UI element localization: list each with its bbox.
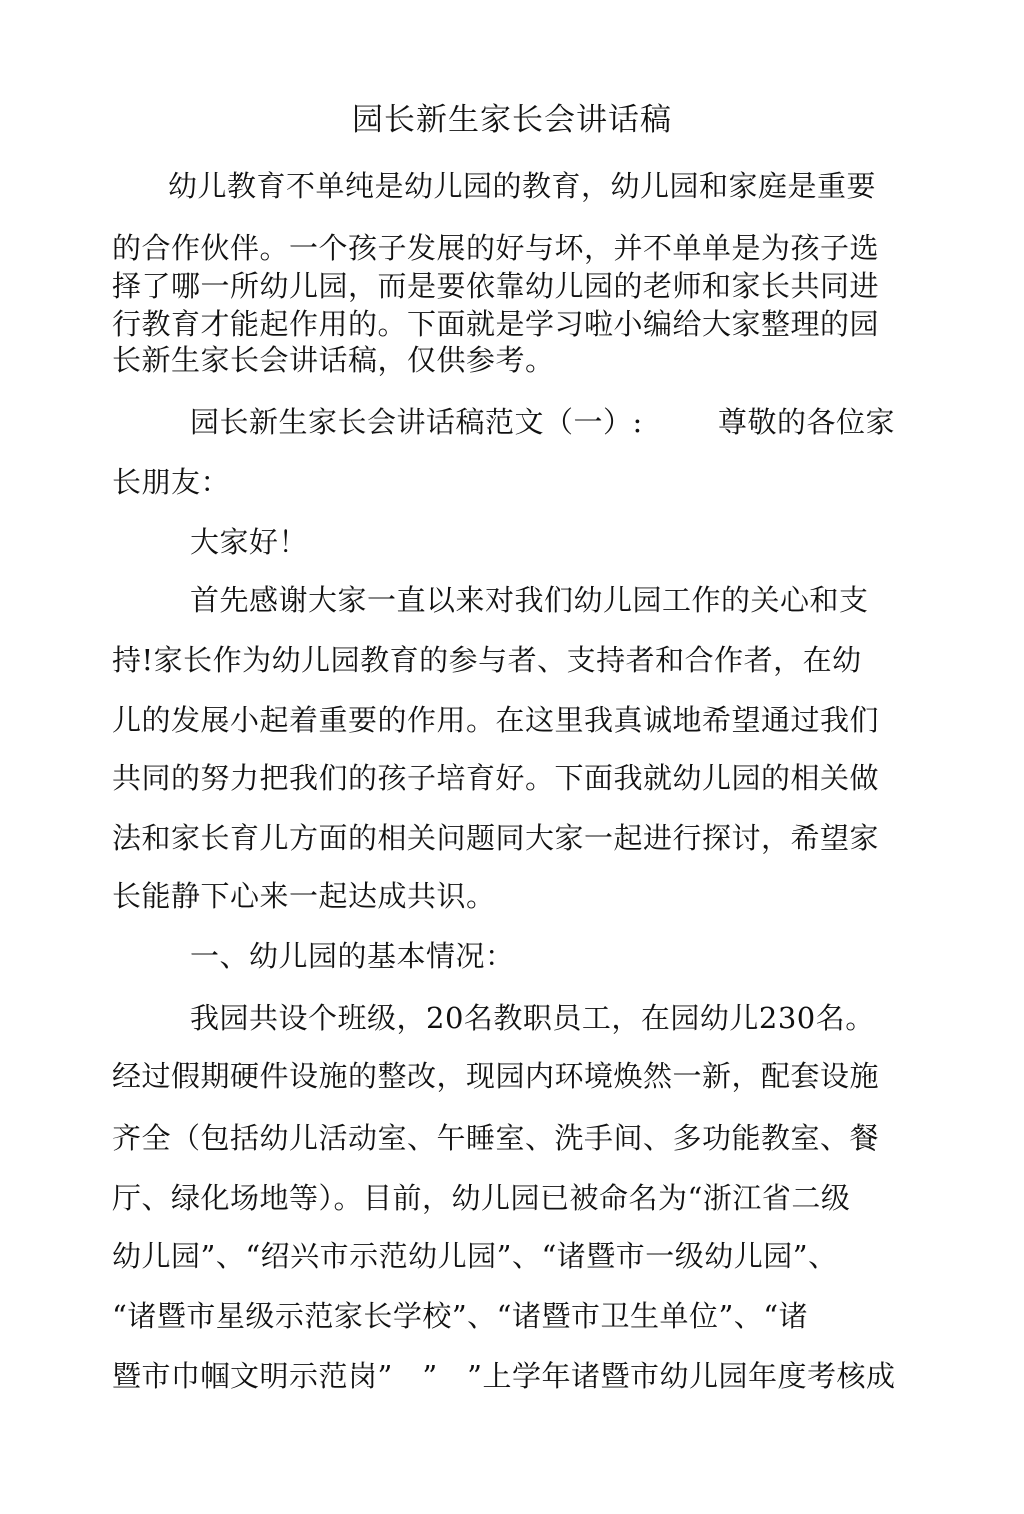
paragraph-line: 的合作伙伴。一个孩子发展的好与坏，并不单单是为孩子选 bbox=[112, 231, 880, 265]
paragraph-line: “诸暨市星级示范家长学校”、“诸暨市卫生单位”、“诸 bbox=[112, 1299, 809, 1333]
section-heading: 园长新生家长会讲话稿范文（一）: bbox=[190, 405, 643, 439]
paragraph-line: 长新生家长会讲话稿，仅供参考。 bbox=[112, 343, 555, 377]
paragraph-line: 持!家长作为幼儿园教育的参与者、支持者和合作者，在幼 bbox=[112, 643, 862, 677]
paragraph-line: 幼儿园”、“绍兴市示范幼儿园”、“诸暨市一级幼儿园”、 bbox=[112, 1239, 838, 1273]
paragraph-line: 齐全（包括幼儿活动室、午睡室、洗手间、多功能教室、餐 bbox=[112, 1121, 880, 1155]
paragraph-line: 长能静下心来一起达成共识。 bbox=[112, 879, 496, 913]
paragraph-line: 儿的发展小起着重要的作用。在这里我真诚地希望通过我们 bbox=[112, 703, 880, 737]
greeting: 大家好！ bbox=[190, 525, 309, 559]
paragraph-line: 首先感谢大家一直以来对我们幼儿园工作的关心和支 bbox=[190, 583, 869, 617]
paragraph-line: 厅、绿化场地等）。目前，幼儿园已被命名为“浙江省二级 bbox=[112, 1181, 851, 1215]
section-heading: 一、幼儿园的基本情况： bbox=[190, 939, 515, 973]
paragraph-line: 共同的努力把我们的孩子培育好。下面我就幼儿园的相关做 bbox=[112, 761, 880, 795]
paragraph-line: 幼儿教育不单纯是幼儿园的教育，幼儿园和家庭是重要 bbox=[168, 169, 877, 203]
document-title: 园长新生家长会讲话稿 bbox=[352, 102, 672, 138]
salutation-end: 长朋友： bbox=[112, 465, 231, 499]
paragraph-line: 暨市巾帼文明示范岗” ” ”上学年诸暨市幼儿园年度考核成 bbox=[112, 1359, 896, 1393]
salutation-start: 尊敬的各位家 bbox=[718, 405, 896, 439]
paragraph-line: 择了哪一所幼儿园，而是要依靠幼儿园的老师和家长共同进 bbox=[112, 269, 880, 303]
paragraph-line: 经过假期硬件设施的整改，现园内环境焕然一新，配套设施 bbox=[112, 1059, 880, 1093]
paragraph-line: 我园共设个班级，20名教职员工，在园幼儿230名。 bbox=[190, 1001, 875, 1035]
paragraph-line: 行教育才能起作用的。下面就是学习啦小编给大家整理的园 bbox=[112, 307, 880, 341]
paragraph-line: 法和家长育儿方面的相关问题同大家一起进行探讨，希望家 bbox=[112, 821, 880, 855]
